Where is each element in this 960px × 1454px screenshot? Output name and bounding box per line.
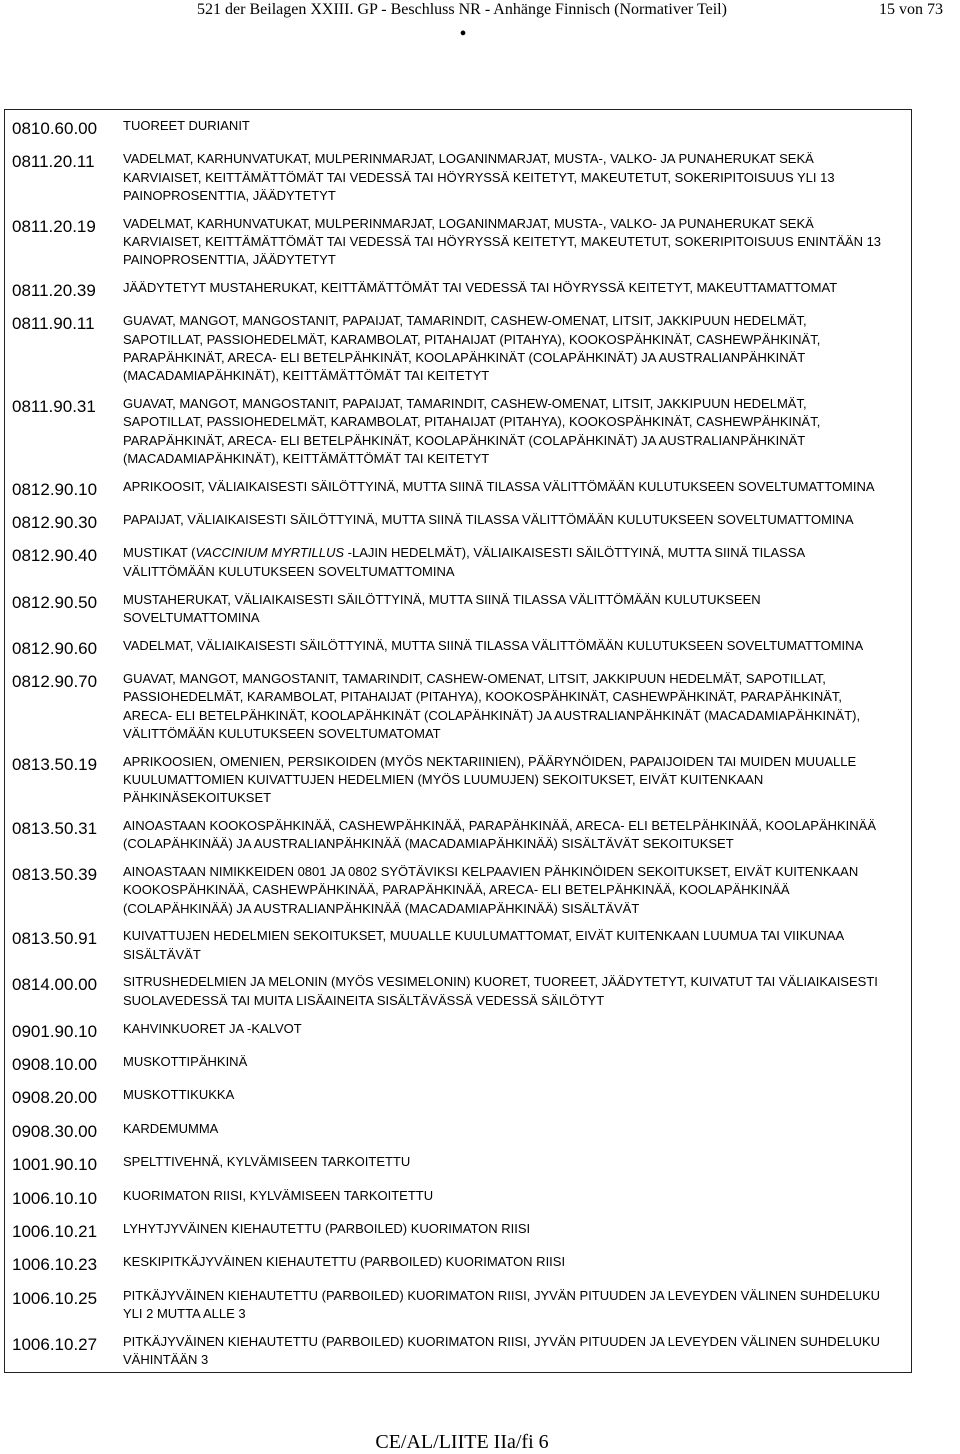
- description-line: VÄHINTÄÄN 3: [123, 1352, 209, 1368]
- description-line: PARAPÄHKINÄT, ARECA- ELI BETELPÄHKINÄT, KOOLAPÄHKINÄT (COLAPÄHKINÄT) JA AUSTRALIANPÄHKINÄT: [123, 432, 806, 448]
- tariff-code: 0813.50.91: [12, 929, 98, 949]
- product-description: [123, 395, 911, 468]
- description-line: APRIKOOSIT, VÄLIAIKAISESTI SÄILÖTTYINÄ, MUTTA SIINÄ TILASSA VÄLITTÖMÄÄN KULUTUKSEEN SOVELTUMATTOMINA: [123, 478, 875, 494]
- tariff-code: 0908.30.00: [12, 1121, 98, 1141]
- tariff-code: 0812.90.70: [12, 672, 98, 692]
- table-row: [5, 1146, 911, 1179]
- table-row: [5, 1180, 911, 1213]
- tariff-code: 1006.10.10: [12, 1188, 98, 1208]
- tariff-code: 0810.60.00: [12, 119, 98, 138]
- description-line: VADELMAT, KARHUNVATUKAT, MULPERINMARJAT, LOGANINMARJAT, MUSTA-, VALKO- JA PUNAHERUKAT SEKÄ: [123, 215, 814, 231]
- description-line: LYHYTJYVÄINEN KIEHAUTETTU (PARBOILED) KUORIMATON RIISI: [123, 1220, 531, 1236]
- description-line: PÄHKINÄSEKOITUKSET: [123, 790, 272, 806]
- description-line: (COLAPÄHKINÄÄ) JA AUSTRALIANPÄHKINÄÄ (MACADAMIAPÄHKINÄÄ) SISÄLTÄVÄT: [123, 900, 640, 916]
- tariff-code: 0908.10.00: [12, 1054, 98, 1074]
- description-line: PARAPÄHKINÄT, ARECA- ELI BETELPÄHKINÄT, KOOLAPÄHKINÄT (COLAPÄHKINÄT) JA AUSTRALIANPÄHKINÄT: [123, 349, 806, 365]
- description-line: KARVIAISET, KEITTÄMÄTTÖMÄT TAI VEDESSÄ TAI HÖYRYSSÄ KEITETYT, MAKEUTETUT, SOKERIPITOISUUS YLI 13: [123, 169, 835, 185]
- tariff-table: [4, 109, 912, 1373]
- tariff-code: 0812.90.40: [12, 546, 98, 566]
- product-description: [123, 1287, 911, 1324]
- product-description: [123, 927, 911, 964]
- description-line: SAPOTILLAT, PASSIOHEDELMÄT, KARAMBOLAT, PITAHAIJAT (PITAHYA), KOOKOSPÄHKINÄT, CASHEWPÄHKINÄT,: [123, 331, 821, 347]
- document-header-title: 521 der Beilagen XXIII. GP - Beschluss NR - Anhänge Finnisch (Normativer Teil): [197, 1, 727, 18]
- description-line: PITKÄJYVÄINEN KIEHAUTETTU (PARBOILED) KUORIMATON RIISI, JYVÄN PITUUDEN JA LEVEYDEN VÄLINEN SUHDELUKU: [123, 1287, 881, 1303]
- table-row: [5, 584, 911, 630]
- description-line: GUAVAT, MANGOT, MANGOSTANIT, TAMARINDIT, CASHEW-OMENAT, LITSIT, JAKKIPUUN HEDELMÄT, SAPOTILLAT,: [123, 671, 826, 687]
- tariff-code: 0811.20.11: [12, 152, 95, 172]
- tariff-code: 1006.10.21: [12, 1221, 98, 1241]
- tariff-code: 0811.20.19: [12, 216, 96, 236]
- table-row: [5, 966, 911, 1012]
- description-line: SISÄLTÄVÄT: [123, 946, 201, 962]
- description-line: (COLAPÄHKINÄÄ) JA AUSTRALIANPÄHKINÄÄ (MACADAMIAPÄHKINÄÄ) SISÄLTÄVÄT SEKOITUKSET: [123, 836, 734, 852]
- table-row: [5, 1079, 911, 1112]
- description-line: KAHVINKUORET JA -KALVOT: [123, 1020, 302, 1036]
- description-line: SPELTTIVEHNÄ, KYLVÄMISEEN TARKOITETTU: [123, 1154, 411, 1170]
- description-line: ARECA- ELI BETELPÄHKINÄT, KOOLAPÄHKINÄT (COLAPÄHKINÄT) JA AUSTRALIANPÄHKINÄT (MACADAMIAPÄHKINÄT),: [123, 707, 861, 723]
- description-line: VÄLITTÖMÄÄN KULUTUKSEEN SOVELTUMATTOMINA: [123, 563, 455, 579]
- description-line: SAPOTILLAT, PASSIOHEDELMÄT, KARAMBOLAT, PITAHAIJAT (PITAHYA), KOOKOSPÄHKINÄT, CASHEWPÄHKINÄT,: [123, 414, 821, 430]
- product-description: [123, 117, 911, 135]
- description-line: PASSIOHEDELMÄT, KARAMBOLAT, PITAHAIJAT (PITAHYA), KOOKOSPÄHKINÄT, CASHEWPÄHKINÄT, PARAPÄHKINÄT,: [123, 689, 843, 705]
- table-row: [5, 305, 911, 388]
- description-line: (MACADAMIAPÄHKINÄT), KEITTÄMÄTTÖMÄT TAI KEITETYT: [123, 450, 490, 466]
- tariff-code: 0811.20.39: [12, 281, 96, 301]
- description-line: KUORIMATON RIISI, KYLVÄMISEEN TARKOITETTU: [123, 1187, 434, 1203]
- tariff-code: 0813.50.31: [12, 818, 98, 838]
- description-line: AINOASTAAN NIMIKKEIDEN 0801 JA 0802 SYÖTÄVIKSI KELPAAVIEN PÄHKINÖIDEN SEKOITUKSET, EIVÄT KUITENKAAN: [123, 864, 859, 880]
- tariff-code: 0812.90.10: [12, 479, 98, 499]
- description-line: KUULUMATTOMIEN KUIVATTUJEN HEDELMIEN (MYÖS LUUMUJEN) SEKOITUKSET, EIVÄT KUITENKAAN: [123, 771, 764, 787]
- description-line: [123, 544, 911, 562]
- description-line: KESKIPITKÄJYVÄINEN KIEHAUTETTU (PARBOILED) KUORIMATON RIISI: [123, 1254, 566, 1270]
- tariff-code: 1001.90.10: [12, 1155, 98, 1175]
- description-line: VÄLITTÖMÄÄN KULUTUKSEEN SOVELTUMATOMAT: [123, 725, 441, 741]
- product-description: [123, 1020, 911, 1038]
- table-row: [5, 810, 911, 856]
- table-row: [5, 388, 911, 471]
- tariff-code: 1006.10.23: [12, 1255, 98, 1275]
- table-row: [5, 110, 911, 143]
- table-row: [5, 208, 911, 272]
- description-text: MUSTIKAT (: [123, 545, 196, 561]
- table-row: [5, 1213, 911, 1246]
- table-row: [5, 663, 911, 746]
- description-line: MUSTAHERUKAT, VÄLIAIKAISESTI SÄILÖTTYINÄ, MUTTA SIINÄ TILASSA VÄLITTÖMÄÄN KULUTUKSEEN: [123, 591, 761, 607]
- product-description: [123, 670, 911, 743]
- description-line: KOOKOSPÄHKINÄÄ, CASHEWPÄHKINÄÄ, PARAPÄHKINÄÄ, ARECA- ELI BETELPÄHKINÄÄ, KOOLAPÄHKINÄÄ: [123, 882, 790, 898]
- description-line: GUAVAT, MANGOT, MANGOSTANIT, PAPAIJAT, TAMARINDIT, CASHEW-OMENAT, LITSIT, JAKKIPUUN HEDELMÄT,: [123, 396, 807, 412]
- description-line: AINOASTAAN KOOKOSPÄHKINÄÄ, CASHEWPÄHKINÄÄ, PARAPÄHKINÄÄ, ARECA- ELI BETELPÄHKINÄÄ, KOOLAPÄHKINÄÄ: [123, 817, 877, 833]
- product-description: [123, 511, 911, 529]
- description-line: SOVELTUMATTOMINA: [123, 609, 260, 625]
- product-description: [123, 312, 911, 385]
- product-description: [123, 215, 911, 270]
- description-line: KARVIAISET, KEITTÄMÄTTÖMÄT TAI VEDESSÄ TAI HÖYRYSSÄ KEITETYT, MAKEUTETUT, SOKERIPITOISUUS ENINTÄÄN 13: [123, 233, 882, 249]
- table-row: [5, 630, 911, 663]
- product-description: [123, 973, 911, 1010]
- table-row: [5, 746, 911, 810]
- description-line: GUAVAT, MANGOT, MANGOSTANIT, PAPAIJAT, TAMARINDIT, CASHEW-OMENAT, LITSIT, JAKKIPUUN HEDELMÄT,: [123, 313, 807, 329]
- document-reference: CE/AL/LIITE IIa/fi 6: [375, 1431, 549, 1453]
- product-description: [123, 753, 911, 808]
- table-row: [5, 272, 911, 305]
- product-description: [123, 817, 911, 854]
- table-row: [5, 920, 911, 966]
- product-description: [123, 1220, 911, 1238]
- product-description: [123, 1253, 911, 1271]
- product-description: [123, 150, 911, 205]
- tariff-code: 0812.90.30: [12, 513, 98, 533]
- table-row: [5, 143, 911, 207]
- tariff-code: 0813.50.39: [12, 865, 98, 885]
- table-row: [5, 1326, 911, 1372]
- description-line: PAINOPROSENTTIA, JÄÄDYTETYT: [123, 252, 336, 268]
- description-line: (MACADAMIAPÄHKINÄT), KEITTÄMÄTTÖMÄT TAI KEITETYT: [123, 368, 490, 384]
- description-line: MUSKOTTIKUKKA: [123, 1087, 235, 1103]
- product-description: [123, 279, 911, 297]
- product-description: [123, 863, 911, 918]
- description-line: KUIVATTUJEN HEDELMIEN SEKOITUKSET, MUUALLE KUULUMATTOMAT, EIVÄT KUITENKAAN LUUMUA TAI VIIKUNAA: [123, 928, 845, 944]
- table-row: [5, 1013, 911, 1046]
- product-description: [123, 1053, 911, 1071]
- tariff-code: 0811.90.31: [12, 397, 96, 417]
- product-description: [123, 478, 911, 496]
- page-number: 15 von 73: [879, 1, 943, 18]
- table-row: [5, 1046, 911, 1079]
- tariff-code: 0908.20.00: [12, 1088, 98, 1108]
- description-line: VADELMAT, KARHUNVATUKAT, MULPERINMARJAT, LOGANINMARJAT, MUSTA-, VALKO- JA PUNAHERUKAT SEKÄ: [123, 151, 814, 167]
- product-description: [123, 1153, 911, 1171]
- description-text: -LAJIN HEDELMÄT), VÄLIAIKAISESTI SÄILÖTTYINÄ, MUTTA SIINÄ TILASSA: [344, 545, 806, 561]
- tariff-code: 0811.90.11: [12, 314, 95, 334]
- description-line: PAINOPROSENTTIA, JÄÄDYTETYT: [123, 187, 336, 203]
- tariff-code: 0812.90.50: [12, 592, 98, 612]
- description-line: KARDEMUMMA: [123, 1120, 219, 1136]
- product-description: [123, 1086, 911, 1104]
- tariff-code: 0901.90.10: [12, 1021, 98, 1041]
- description-line: JÄÄDYTETYT MUSTAHERUKAT, KEITTÄMÄTTÖMÄT TAI VEDESSÄ TAI HÖYRYSSÄ KEITETYT, MAKEUTTAMATTOMAT: [123, 280, 838, 296]
- description-line: VADELMAT, VÄLIAIKAISESTI SÄILÖTTYINÄ, MUTTA SIINÄ TILASSA VÄLITTÖMÄÄN KULUTUKSEEN SOVELTUMATTOMINA: [123, 637, 864, 653]
- table-row: [5, 537, 911, 583]
- description-line: PAPAIJAT, VÄLIAIKAISESTI SÄILÖTTYINÄ, MUTTA SIINÄ TILASSA VÄLITTÖMÄÄN KULUTUKSEEN SOVELTUMATTOMINA: [123, 512, 854, 528]
- description-line: SUOLAVEDESSÄ TAI MUITA LISÄAINEITA SISÄLTÄVÄSSÄ VEDESSÄ SÄILÖTYT: [123, 992, 605, 1008]
- product-description: [123, 544, 911, 581]
- description-line: YLI 2 MUTTA ALLE 3: [123, 1305, 246, 1321]
- product-description: [123, 1187, 911, 1205]
- table-row: [5, 471, 911, 504]
- product-description: [123, 1120, 911, 1138]
- product-description: [123, 1333, 911, 1370]
- description-line: APRIKOOSIEN, OMENIEN, PERSIKOIDEN (MYÖS NEKTARIINIEN), PÄÄRYNÖIDEN, PAPAIJOIDEN TAI MUIDEN MUUALLE: [123, 753, 857, 769]
- species-name: VACCINIUM MYRTILLUS: [195, 545, 345, 561]
- product-description: [123, 637, 911, 655]
- description-line: SITRUSHEDELMIEN JA MELONIN (MYÖS VESIMELONIN) KUORET, TUOREET, JÄÄDYTETYT, KUIVATUT TAI VÄLIAIKAISESTI: [123, 974, 878, 990]
- tariff-code: 1006.10.27: [12, 1334, 98, 1354]
- tariff-code: 0813.50.19: [12, 754, 98, 774]
- table-row: [5, 856, 911, 920]
- header-bullet: •: [459, 23, 467, 45]
- tariff-code: 0814.00.00: [12, 975, 98, 995]
- tariff-code: 1006.10.25: [12, 1288, 98, 1308]
- table-row: [5, 1280, 911, 1326]
- table-row: [5, 1113, 911, 1146]
- description-line: PITKÄJYVÄINEN KIEHAUTETTU (PARBOILED) KUORIMATON RIISI, JYVÄN PITUUDEN JA LEVEYDEN VÄLINEN SUHDELUKU: [123, 1333, 881, 1349]
- tariff-code: 0812.90.60: [12, 638, 98, 658]
- description-line: TUOREET DURIANIT: [123, 118, 250, 133]
- table-row: [5, 1246, 911, 1279]
- product-description: [123, 591, 911, 628]
- description-line: MUSKOTTIPÄHKINÄ: [123, 1053, 248, 1069]
- table-row: [5, 504, 911, 537]
